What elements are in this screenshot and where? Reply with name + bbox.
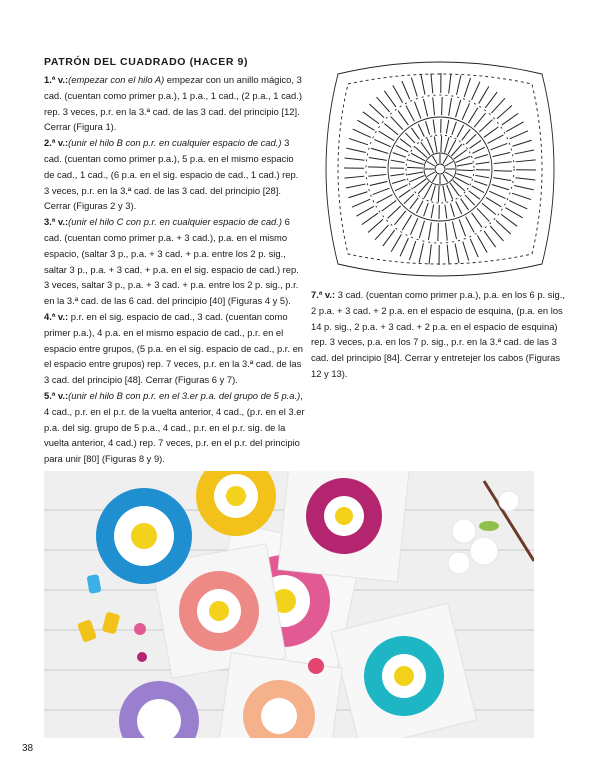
stitch-mark — [438, 186, 439, 202]
stitch-mark — [370, 181, 388, 185]
stitch-mark — [433, 156, 438, 164]
stitch-mark — [475, 175, 489, 177]
chart-outline — [326, 62, 554, 276]
stitch-mark — [512, 193, 531, 199]
stitch-mark — [419, 221, 424, 238]
chart-stitches — [344, 73, 536, 265]
stitch-mark — [457, 163, 473, 166]
stitch-mark — [513, 140, 532, 146]
stitch-mark — [427, 172, 435, 177]
stitch-mark — [494, 162, 512, 164]
stitch-mark — [353, 129, 371, 137]
stitch-mark — [356, 206, 373, 216]
stitch-mark — [443, 156, 448, 164]
stitch-mark — [494, 171, 512, 172]
stitch-mark — [463, 242, 469, 261]
stitch-mark — [411, 77, 417, 96]
stitch-mark — [406, 106, 415, 122]
stitch-mark — [472, 213, 483, 228]
row-label: 5.ª v.: — [44, 389, 69, 401]
stitch-mark — [391, 160, 405, 162]
stitch-mark — [470, 140, 481, 148]
stitch-mark — [488, 135, 504, 144]
stitch-mark — [479, 120, 492, 132]
row-label: 1.ª v.: — [44, 74, 69, 85]
stitch-mark — [456, 201, 462, 214]
row-label: 7.ª v.: — [311, 289, 336, 300]
stitch-mark — [456, 174, 471, 178]
stitch-mark — [400, 238, 408, 256]
stitch-mark — [447, 185, 453, 200]
row-text: 6 cad. (cuentan como primer p.a. + 3 cad.), p.a. en el mismo espacio, (saltar 3 p., p.a. + 3 cad. + p.a. entre los 2 p. sig., saltar 3 p., p.a. + 3 cad. + p.a. en el sig. espacio de cad.) rep. 3 veces, saltar 3 p., p.a. + 3 cad. + p.a. entre los 2 p. sig., p.r. en la 3.ª cad. de las 6 cad. del principio [40] (Figuras 4 y 5). — [44, 216, 299, 307]
stitch-mark — [411, 128, 419, 139]
row-text: p.r. en el sig. espacio de cad., 3 cad. (cuentan como primer p.a.), 4 p.a. en el mismo espacio de cad., p.r. en el espacio entre grupos, (5 p.a. en el sig. espacio de cad., p.r. en el espacio entre grupos) rep. 7 veces, p.r. en la 3.ª cad. de las 3 cad. del principio [48]. Cerrar (Figuras 6 y 7). — [44, 310, 304, 386]
stitch-mark — [492, 185, 509, 190]
stitch-mark — [514, 186, 534, 190]
stitch-mark — [477, 235, 487, 252]
stitch-mark — [479, 86, 489, 103]
button — [308, 658, 324, 674]
stitch-mark — [445, 205, 447, 219]
stitch-mark — [408, 160, 423, 164]
row-label: 3.ª v.: — [44, 216, 69, 228]
row-text: 3 cad. (cuentan como primer p.a.), p.a. en los 6 p. sig., 2 p.a. + 3 cad. + 2 p.a. en el espacio de esquina, (p.a. en los 14 p. sig., 2 p.a. + 3 cad. + 2 p.a. en el espacio de esquina) rep. 3 veces, p.a. en los 7 p. sig., p.r. en la 3.ª cad. de las 3 cad. del principio [84]. Cerrar y entretejer los cabos (Figuras 12 y 13). — [311, 289, 565, 379]
stitch-mark — [424, 203, 429, 216]
stitch-mark — [375, 225, 389, 240]
stitch-mark — [349, 138, 368, 144]
stitch-mark — [490, 143, 507, 149]
stitch-mark — [384, 123, 398, 134]
stitch-mark — [505, 208, 522, 218]
row-7 — [311, 287, 571, 382]
row-4 — [44, 309, 306, 388]
stitch-mark — [402, 81, 410, 99]
stitch-mark — [431, 185, 435, 200]
stitch-mark — [445, 172, 453, 177]
stitch-mark — [493, 178, 511, 181]
stitch-mark — [474, 113, 485, 127]
instructions-right-column — [311, 287, 571, 382]
stitch-mark — [404, 194, 414, 204]
stitch-mark — [447, 245, 449, 265]
row-lead: (unir el hilo C con p.r. en cualquier espacio de cad.) — [68, 216, 282, 228]
stitch-mark — [394, 211, 405, 225]
stitch-mark — [493, 152, 511, 156]
stitch-mark — [457, 170, 473, 171]
stitch-mark — [346, 184, 366, 188]
stitch-mark — [368, 167, 386, 168]
stitch-mark — [431, 73, 433, 93]
crochet-chart-diagram — [308, 52, 572, 286]
stitch-mark — [462, 103, 469, 119]
stitch-mark — [345, 158, 365, 160]
row-lead: (unir el hilo B con p.r. en el 3.er p.a. del grupo de 5 p.a.) — [68, 389, 301, 401]
stitch-mark — [396, 145, 408, 152]
stitch-mark — [466, 134, 476, 144]
stitch-mark — [377, 195, 393, 204]
stitch-mark — [398, 111, 409, 126]
stitch-mark — [484, 231, 496, 247]
stitch-mark — [470, 239, 478, 257]
stitch-mark — [369, 157, 387, 160]
stitch-mark — [446, 120, 448, 134]
stitch-mark — [392, 179, 405, 183]
stitch-mark — [441, 136, 442, 152]
stitch-mark — [344, 176, 364, 178]
stitch-mark — [465, 195, 475, 205]
stitch-mark — [428, 222, 431, 240]
stitch-mark — [457, 75, 461, 95]
stitch-mark — [452, 222, 456, 240]
row-text: , 4 cad., p.r. en el p.r. de la vuelta anterior, 4 cad., (p.r. en el 3.er p.a. del sig. grupo de 5 p.a., 4 cad., p.r. en el p.r. sig. de la vuelta anterior, 4 cad.) rep. 7 veces, p.r. en el p.r. del principio para unir [80] (Figuras 8 y 9). — [44, 389, 305, 465]
stitch-mark — [433, 119, 435, 133]
stitch-mark — [469, 191, 480, 199]
stitch-mark — [418, 124, 424, 137]
stitch-mark — [461, 199, 469, 210]
stitch-mark — [464, 78, 470, 97]
stitch-mark — [490, 226, 503, 241]
stitch-mark — [405, 133, 415, 143]
stitch-mark — [456, 156, 471, 162]
stitch-mark — [486, 197, 501, 206]
stitch-mark — [393, 85, 403, 102]
row-1 — [44, 72, 306, 135]
stitch-mark — [434, 137, 437, 153]
row-text: empezar con un anillo mágico, 3 cad. (cuentan como primer p.a.), 1 p.a., 1 cad., (2 p.a., 1 cad.) rep. 3 veces, p.r. en la 3.ª cad. de las 3 cad. del principio [12]. Cerrar (Figura 1). — [44, 74, 302, 133]
stitch-mark — [496, 220, 511, 234]
stitch-mark — [462, 129, 470, 140]
stitch-mark — [391, 117, 403, 130]
row-label: 4.ª v.: — [44, 310, 69, 322]
stitch-mark — [457, 125, 464, 137]
pattern-heading: PATRÓN DEL CUADRADO (HACER 9) — [44, 56, 249, 68]
stitch-mark — [482, 203, 496, 214]
stitch-mark — [431, 204, 433, 218]
button — [137, 652, 147, 662]
stitch-mark — [363, 112, 379, 124]
stitch-mark — [383, 230, 395, 246]
stitch-mark — [423, 99, 427, 117]
stitch-mark — [472, 82, 480, 100]
stitch-mark — [427, 162, 435, 167]
stitch-mark — [445, 162, 453, 167]
row-lead: (unir el hilo B con p.r. en cualquier espacio de cad.) — [68, 137, 282, 149]
stitch-mark — [346, 148, 366, 152]
crochet-squares-photo — [44, 471, 534, 738]
square-magenta — [278, 471, 410, 582]
stitch-mark — [391, 234, 401, 251]
stitch-mark — [445, 137, 449, 152]
stitch-mark — [449, 98, 452, 116]
row-3 — [44, 214, 306, 309]
stitch-mark — [400, 139, 411, 147]
stitch-mark — [516, 178, 536, 180]
stitch-mark — [402, 215, 411, 230]
stitch-mark — [409, 241, 415, 260]
stitch-mark — [443, 186, 446, 202]
stitch-mark — [379, 131, 394, 140]
stitch-mark — [399, 190, 410, 198]
stitch-mark — [501, 214, 517, 226]
stitch-mark — [371, 148, 388, 153]
stitch-mark — [407, 167, 423, 168]
stitch-mark — [449, 74, 451, 94]
stitch-mark — [476, 162, 490, 164]
stitch-mark — [442, 97, 443, 115]
stitch-mark — [368, 174, 386, 176]
stitch-mark — [395, 185, 408, 191]
stitch-mark — [510, 131, 528, 139]
stitch-mark — [410, 198, 418, 209]
stitch-mark — [408, 172, 424, 175]
stitch-mark — [489, 191, 505, 198]
row-label: 2.ª v.: — [44, 137, 69, 149]
stitch-mark — [421, 75, 425, 95]
stitch-mark — [348, 192, 367, 198]
stitch-mark — [445, 223, 447, 241]
stitch-mark — [426, 121, 430, 134]
stitch-mark — [459, 219, 465, 236]
stitch-mark — [429, 245, 431, 265]
stitch-mark — [455, 243, 459, 263]
stitch-mark — [502, 113, 518, 125]
stitch-mark — [433, 97, 435, 115]
button — [134, 623, 146, 635]
stitch-mark — [373, 188, 390, 194]
stitch-mark — [450, 203, 454, 216]
stitch-mark — [433, 174, 438, 182]
stitch-mark — [514, 150, 534, 154]
stitch-mark — [368, 219, 383, 232]
stitch-mark — [384, 91, 396, 107]
stitch-mark — [393, 153, 406, 158]
stitch-mark — [427, 139, 433, 154]
stitch-mark — [452, 122, 457, 135]
stitch-mark — [516, 160, 536, 162]
stitch-mark — [419, 243, 423, 263]
row-text: 3 cad. (cuentan como primer p.a.), 5 p.a. en el mismo espacio de cad., 1 cad., (6 p.a. en el sig. espacio de cad., 1 cad.) rep. 3 veces, p.r. en la 3.ª cad. de las 3 cad. del principio [28]. Cerrar (Figuras 2 y 3). — [44, 137, 299, 212]
stitch-mark — [484, 127, 499, 138]
stitch-mark — [474, 181, 487, 186]
stitch-mark — [456, 100, 461, 117]
stitch-mark — [374, 139, 390, 146]
stitch-mark — [472, 186, 484, 193]
stitch-mark — [474, 155, 487, 159]
row-2 — [44, 135, 306, 214]
stitch-mark — [390, 174, 404, 176]
row-5 — [44, 388, 306, 467]
stitch-mark — [472, 147, 485, 153]
stitch-mark — [410, 176, 425, 182]
stitch-mark — [477, 208, 489, 221]
page-number: 38 — [22, 743, 34, 754]
stitch-mark — [497, 105, 512, 118]
stitch-mark — [376, 97, 389, 112]
stitch-mark — [485, 92, 497, 108]
flower-blue — [96, 488, 192, 584]
stitch-mark — [357, 120, 374, 130]
stitch-mark — [438, 223, 439, 241]
stitch-mark — [410, 218, 417, 234]
stitch-mark — [509, 201, 527, 209]
stitch-mark — [369, 104, 384, 118]
stitch-mark — [416, 201, 423, 213]
stitch-mark — [388, 206, 401, 218]
stitch-mark — [362, 213, 378, 225]
stitch-mark — [382, 201, 397, 212]
stitch-mark — [506, 122, 523, 132]
stitch-mark — [414, 102, 420, 119]
stitch-mark — [443, 174, 448, 182]
stitch-mark — [466, 217, 475, 233]
stitch-mark — [491, 98, 505, 113]
row-lead: (empezar con el hilo A) — [68, 74, 165, 85]
stitch-mark — [352, 199, 370, 207]
stitch-mark — [468, 108, 477, 123]
